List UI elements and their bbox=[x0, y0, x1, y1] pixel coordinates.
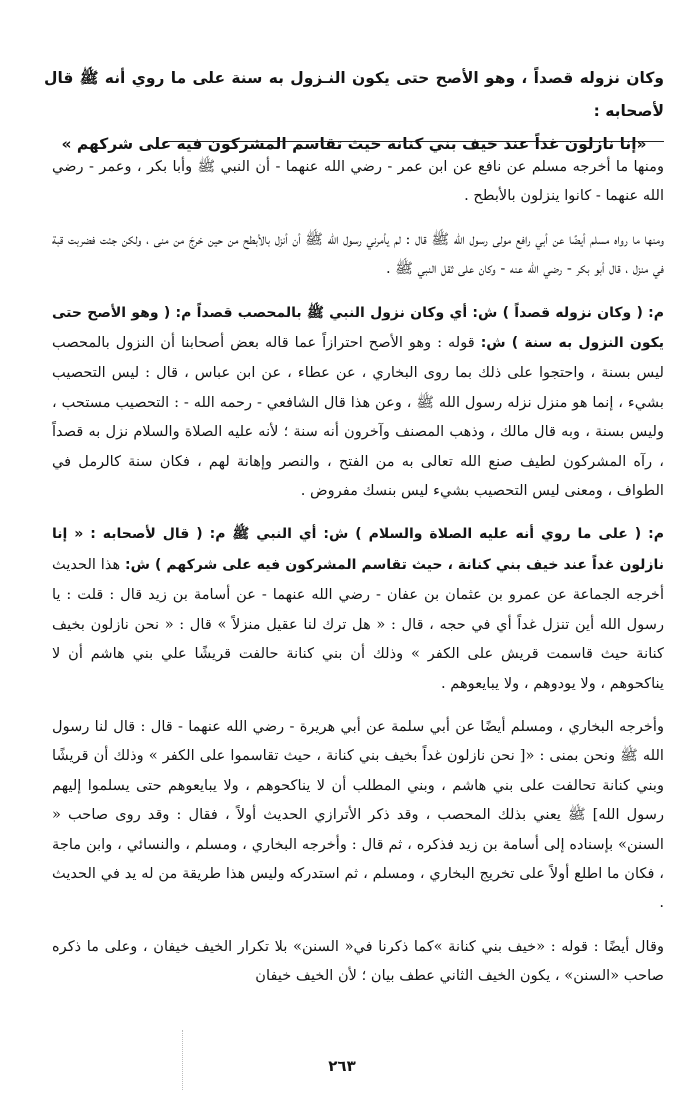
matn-text bbox=[44, 62, 664, 161]
paragraph-4-lead: م: ( على ما روي أنه عليه الصلاة والسلام ) ش: أي النبي ﷺ م: ( قال لأصحابه : « إنا نازلون غداً عند خيف بني كنانة ، حيث تقاسم المشركون فيه على شركهم ) ش: bbox=[52, 526, 665, 573]
paragraph-3-body: قوله : وهو الأصح احترازاً عما قاله بعض أصحابنا أن النزول بالمحصب ليس بسنة ، واحتجوا على ذلك بما روى البخاري ، عن عطاء ، عن ابن عباس ، قال : ليس التحصيب بشيء ، إنما هو منزل نزله رسول الله ﷺ ، وعن هذا قال الشافعي - رحمه الله - : التحصيب مستحب ، وليس بسنة ، وبه قال مالك ، وذهب المصنف وآخرون أنه سنة ؛ لأنه عليه الصلاة والسلام نزل به قصداً ، رآه المشركون لطيف صنع الله تعالى به من الفتح ، والنصر وإهانة لهم ، فكان سنة كالرمل في الطواف ، ومعنى ليس التحصيب بشيء ليس بنسك مفروض . bbox=[52, 334, 664, 500]
matn-line-1: وكان نزوله قصداً ، وهو الأصح حتى يكون النـزول به سنة على ما روي أنه ﷺ قال لأصحابه : bbox=[44, 69, 664, 120]
separator-rule bbox=[166, 141, 664, 142]
paragraph-4-body: هذا الحديث أخرجه الجماعة عن عمرو بن عثمان بن عفان - رضي الله عنهما - عن أسامة بن زيد قال : قلت : يا رسول الله أين تنزل غداً أي في حجه ، قال : « هل ترك لنا عقيل منزلاً » قال : « نحن نازلون بخيف كنانة حيث قاسمت قريش على الكفر » وذلك أن بني كنانة حالفت قريشًا علي بني هاشم أن لا يناكحوهم ، ولا يودوهم ، ولا يبايعوهم . bbox=[52, 555, 664, 692]
paragraph-3-lead: م: ( وكان نزوله قصداً ) ش: أي وكان نزول النبي ﷺ بالمحصب قصداً م: ( وهو الأصح حتى يكون النزول به سنة ) ش: bbox=[52, 304, 664, 352]
paragraph-3 bbox=[52, 298, 664, 506]
page-number: ٢٦٣ bbox=[328, 1057, 356, 1075]
paragraph-5: وأخرجه البخاري ، ومسلم أيضًا عن أبي سلمة عن أبي هريرة - رضي الله عنهما - قال : قال لنا رسول الله ﷺ ونحن بمنى : «[ نحن نازلون غداً بخيف بني كنانة ، حيث تقاسموا على الكفر » وذلك أن قريشًا وبني كنانة تحالفت على بني هاشم ، وبني المطلب أن لا يناكحوهم ، ولا يبايعوهم حتى يسلموا إليهم رسول الله] ﷺ يعني بذلك المحصب ، وقد ذكر الأترازي الحديث أولاً ، فقال : وقد روى صاحب « السنن» بإسناده إلى أسامة بن زيد فذكره ، ثم قال : وأخرجه البخاري ، ومسلم ، والنسائي ، وابن ماجة ، فكان ما اطلع أولاً على تخريج البخاري ، ومسلم ، ثم استدركه وليس هذا طريقة من له يد في الحديث . bbox=[52, 717, 664, 912]
matn-line-2: «إنا نازلون غداً عند خيف بني كنانة حيث تقاسم المشركون فيه على شركهم » bbox=[61, 135, 647, 153]
commentary-text bbox=[52, 152, 664, 991]
paragraph-1: ومنها ما أخرجه مسلم عن نافع عن ابن عمر - رضي الله عنهما - أن النبي ﷺ وأبا بكر ، وعمر - رضي الله عنهما - كانوا ينزلون بالأبطح . bbox=[52, 158, 664, 205]
paragraph-6: وقال أيضًا : قوله : «خيف بني كنانة »كما ذكرنا في« السنن» بلا تكرار الخيف خيفان ، وعلى ما ذكره صاحب «السنن» ، يكون الخيف الثاني عطف بيان ؛ لأن الخيف خيفان bbox=[52, 937, 664, 985]
paragraph-4 bbox=[52, 519, 664, 697]
paragraph-2: ومنها ما رواه مسلم أيضًا عن أبي رافع مولى رسول الله ﷺ قال : لم يأمرني رسول الله ﷺ أن أنزل بالأبطح من حين خرجَ من منى ، ولكن جئت فضربت قبة في منزل ، قال أبو بكر - رضي الله عنه - وكان على ثقل النبي ﷺ . bbox=[52, 230, 664, 278]
